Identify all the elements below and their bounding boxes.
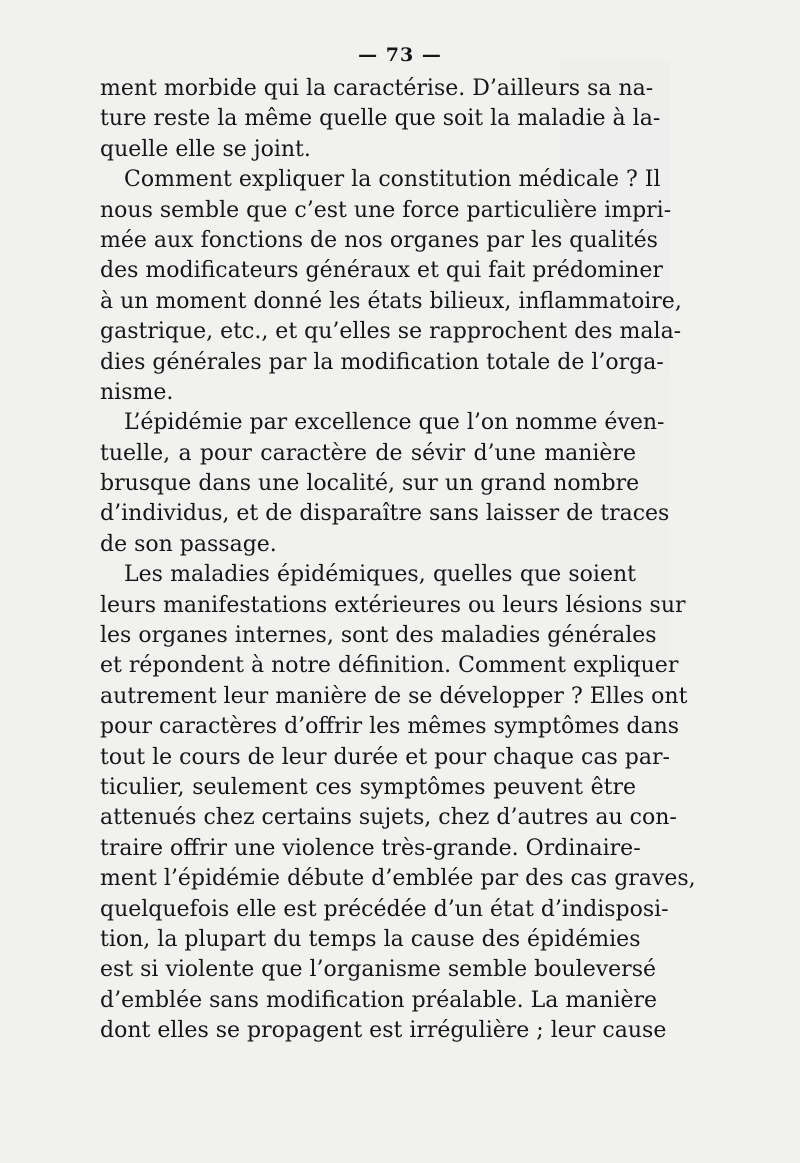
text-line: dont elles se propagent est irrégulière ; leur cause: [100, 1018, 667, 1044]
text-line: ment morbide qui la caractérise. D’ailleurs sa na-: [100, 76, 654, 101]
text-line: Comment expliquer la constitution médicale ? Il: [124, 167, 661, 193]
text-line: ment l’épidémie débute d’emblée par des cas graves,: [100, 866, 696, 892]
text-line: quelle elle se joint.: [100, 136, 311, 162]
text-line: brusque dans une localité, sur un grand nombre: [100, 471, 640, 497]
text-line: quelquefois elle est précédée d’un état d’indisposi-: [100, 896, 669, 922]
text-line: tion, la plupart du temps la cause des épidémies: [100, 926, 641, 952]
text-line: pour caractères d’offrir les mêmes symptômes dans: [100, 714, 680, 740]
text-line: leurs manifestations extérieures ou leurs lésions sur: [100, 592, 686, 618]
page-body-text: [100, 74, 696, 1047]
text-line: tout le cours de leur durée et pour chaque cas par-: [100, 744, 670, 770]
text-line: Les maladies épidémiques, quelles que soient: [124, 562, 636, 588]
text-line: nous semble que c’est une force particulière impri-: [100, 197, 672, 223]
text-line: attenués chez certains sujets, chez d’autres au con-: [100, 805, 677, 831]
text-line: et répondent à notre définition. Comment expliquer: [100, 653, 679, 679]
text-line: gastrique, etc., et qu’elles se rapprochent des mala-: [100, 319, 682, 345]
text-line: traire offrir une violence très-grande. Ordinaire-: [100, 835, 641, 861]
page-number-header: — 73 —: [358, 44, 442, 66]
text-line: autrement leur manière de se développer ? Elles ont: [100, 683, 688, 709]
text-line: ture reste la même quelle que soit la maladie à la-: [100, 106, 661, 132]
text-line: mée aux fonctions de nos organes par les qualités: [100, 227, 658, 253]
text-line: les organes internes, sont des maladies générales: [100, 623, 657, 649]
text-line: à un moment donné les états bilieux, inflammatoire,: [100, 288, 682, 314]
text-line: de son passage.: [100, 531, 277, 557]
text-line: est si violente que l’organisme semble bouleversé: [100, 957, 657, 983]
text-line: d’individus, et de disparaître sans laisser de traces: [100, 501, 670, 527]
text-line: ticulier, seulement ces symptômes peuvent être: [100, 774, 636, 800]
text-line: nisme.: [100, 379, 174, 405]
text-line: d’emblée sans modification préalable. La manière: [100, 987, 658, 1013]
text-line: des modificateurs généraux et qui fait prédominer: [100, 258, 663, 284]
text-line: dies générales par la modification totale de l’orga-: [100, 349, 664, 375]
text-line: tuelle, a pour caractère de sévir d’une manière: [100, 440, 636, 466]
text-line: L’épidémie par excellence que l’on nomme éven-: [124, 410, 665, 436]
